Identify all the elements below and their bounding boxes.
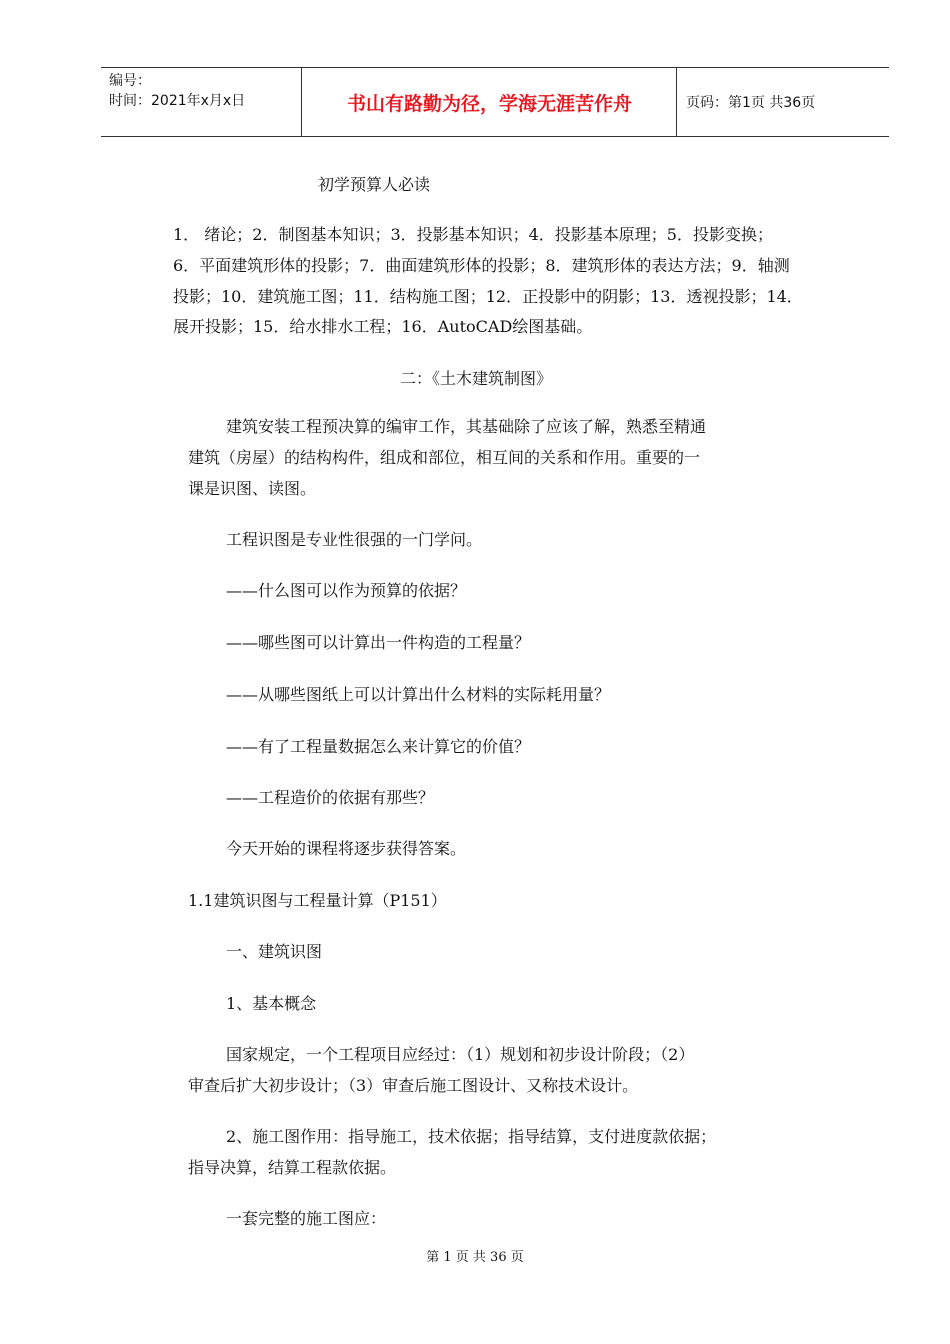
page-header (101, 67, 889, 137)
page-footer: 第 1 页 共 36 页 (426, 1250, 524, 1265)
intro-line: 建筑安装工程预决算的编审工作，其基础除了应该了解，熟悉至精通 (226, 417, 707, 436)
toc-line: 1． 绪论；2．制图基本知识；3．投影基本知识；4．投影基本原理；5．投影变换； (173, 225, 773, 244)
rule-line: 国家规定，一个工程项目应经过：（1）规划和初步设计阶段；（2） (226, 1045, 695, 1064)
serial-label: 编号： (109, 73, 151, 89)
section-title: 二：《土木建筑制图》 (400, 369, 553, 388)
header-divider-right (676, 68, 677, 136)
paragraph: 工程识图是专业性很强的一门学问。 (226, 530, 483, 549)
section-heading: 一、建筑识图 (226, 942, 323, 961)
section-heading: 1.1建筑识图与工程量计算（P151） (188, 891, 447, 910)
header-page-info: 页码：第1页 共36页 (686, 95, 816, 111)
header-divider-left (301, 68, 302, 136)
toc-line: 6．平面建筑形体的投影；7．曲面建筑形体的投影；8．建筑形体的表达方法；9．轴测 (173, 256, 790, 275)
role-line: 指导决算，结算工程款依据。 (188, 1158, 397, 1177)
time-label: 时间：2021年x月x日 (109, 93, 246, 109)
toc-line: 展开投影；15．给水排水工程；16．AutoCAD绘图基础。 (173, 317, 593, 336)
header-meta (109, 71, 245, 111)
question-item: ——有了工程量数据怎么来计算它的价值？ (226, 737, 531, 756)
question-item: ——哪些图可以计算出一件构造的工程量？ (226, 633, 531, 652)
question-item: ——从哪些图纸上可以计算出什么材料的实际耗用量？ (226, 685, 611, 704)
paragraph: 今天开始的课程将逐步获得答案。 (226, 839, 467, 858)
question-item: ——工程造价的依据有那些？ (226, 788, 435, 807)
paragraph: 一套完整的施工图应： (226, 1209, 387, 1228)
toc-line: 投影；10．建筑施工图；11．结构施工图；12．正投影中的阴影；13．透视投影；14． (173, 287, 803, 306)
intro-line: 课是识图、读图。 (188, 479, 317, 498)
rule-line: 审查后扩大初步设计；（3）审查后施工图设计、又称技术设计。 (188, 1076, 639, 1095)
section-heading: 1、基本概念 (226, 994, 317, 1013)
question-item: ——什么图可以作为预算的依据？ (226, 581, 467, 600)
header-motto: 书山有路勤为径，学海无涯苦作舟 (346, 92, 632, 115)
doc-title: 初学预算人必读 (318, 175, 431, 194)
intro-line: 建筑（房屋）的结构构件，组成和部位，相互间的关系和作用。重要的一 (188, 448, 701, 467)
role-line: 2、施工图作用：指导施工，技术依据；指导结算，支付进度款依据； (226, 1127, 717, 1146)
